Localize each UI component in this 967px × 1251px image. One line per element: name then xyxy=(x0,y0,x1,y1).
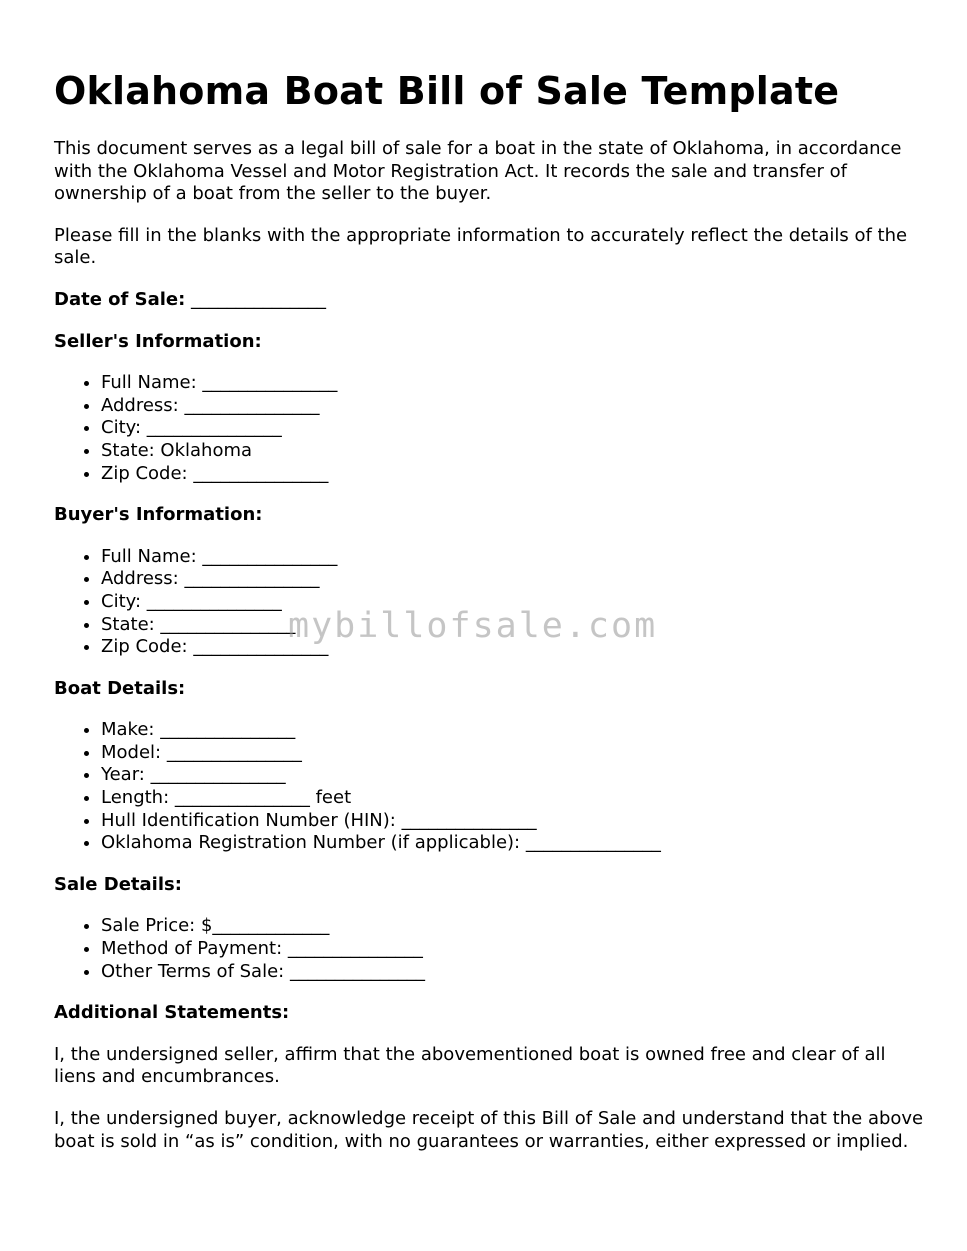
seller-zip[interactable]: • Zip Code: _______________ xyxy=(101,463,924,486)
buyer-list xyxy=(54,546,924,659)
boat-hin[interactable]: • Hull Identification Number (HIN): _______________ xyxy=(101,810,924,833)
seller-city[interactable]: • City: _______________ xyxy=(101,417,924,440)
additional-heading: Additional Statements: xyxy=(54,1002,290,1024)
document-page xyxy=(54,66,924,1172)
date-of-sale-label: Date of Sale: xyxy=(54,288,186,310)
boat-year[interactable]: • Year: _______________ xyxy=(101,764,924,787)
boat-registration-number[interactable]: • Oklahoma Registration Number (if applicable): _______________ xyxy=(101,832,924,855)
seller-list xyxy=(54,372,924,485)
date-of-sale-blank[interactable]: _______________ xyxy=(185,288,327,310)
buyer-address[interactable]: • Address: _______________ xyxy=(101,568,924,591)
sale-heading: Sale Details: xyxy=(54,873,182,895)
sale-list xyxy=(54,915,924,983)
buyer-city[interactable]: • City: _______________ xyxy=(101,591,924,614)
seller-heading: Seller's Information: xyxy=(54,330,262,352)
sale-price[interactable]: • Sale Price: $_____________ xyxy=(101,915,924,938)
buyer-statement: I, the undersigned buyer, acknowledge receipt of this Bill of Sale and understand that the above boat is sold in “as is” condition, with no guarantees or warranties, either expressed or implied. xyxy=(54,1108,924,1152)
buyer-full-name[interactable]: • Full Name: _______________ xyxy=(101,546,924,569)
watermark: mybillofsale.com xyxy=(288,606,658,646)
intro-paragraph-1: This document serves as a legal bill of sale for a boat in the state of Oklahoma, in accordance with the Oklahoma Vessel and Motor Registration Act. It records the sale and transfer of ownership of a boat from the seller to the buyer. xyxy=(54,138,902,205)
seller-state: • State: Oklahoma xyxy=(101,440,924,463)
seller-address[interactable]: • Address: _______________ xyxy=(101,395,924,418)
intro-paragraph-2: Please fill in the blanks with the appropriate information to accurately reflect the details of the sale. xyxy=(54,224,908,269)
seller-statement: I, the undersigned seller, affirm that the abovementioned boat is owned free and clear of all liens and encumbrances. xyxy=(54,1043,886,1088)
date-of-sale-line xyxy=(54,289,924,312)
buyer-heading: Buyer's Information: xyxy=(54,504,263,526)
sale-other-terms[interactable]: • Other Terms of Sale: _______________ xyxy=(101,961,924,984)
boat-model[interactable]: • Model: _______________ xyxy=(101,742,924,765)
buyer-state[interactable]: • State: _______________ xyxy=(101,614,924,637)
boat-list xyxy=(54,719,924,855)
buyer-zip[interactable]: • Zip Code: _______________ xyxy=(101,636,924,659)
boat-make[interactable]: • Make: _______________ xyxy=(101,719,924,742)
boat-heading: Boat Details: xyxy=(54,677,186,699)
page-title: Oklahoma Boat Bill of Sale Template xyxy=(54,69,840,113)
boat-length[interactable]: • Length: _______________ feet xyxy=(101,787,924,810)
seller-full-name[interactable]: • Full Name: _______________ xyxy=(101,372,924,395)
sale-payment-method[interactable]: • Method of Payment: _______________ xyxy=(101,938,924,961)
